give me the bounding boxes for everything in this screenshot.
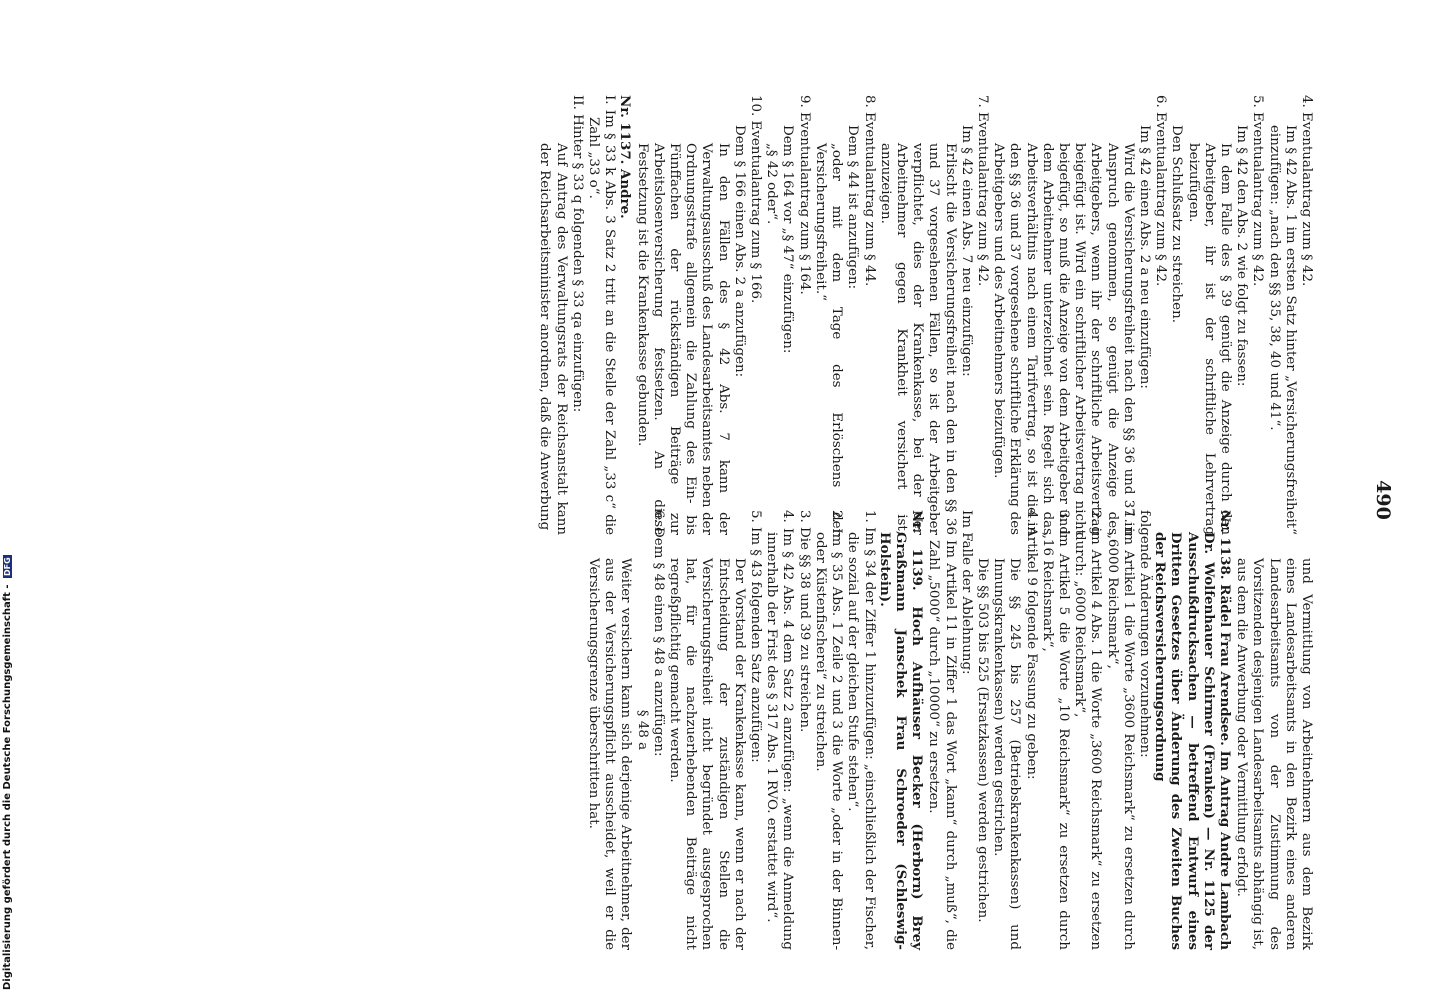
paragraph: folgende Änderungen vorzunehmen:	[1136, 510, 1152, 758]
paragraph: I. Im § 33 k Abs. 3 Satz 2 tritt an die Stelle der Zahl „33 c“ die Zahl „33 o“.	[586, 95, 618, 535]
paragraph: Im Artikel 11 in Ziffer 1 das Wort „kann“ durch „muß“, die Zahl „5000“ durch „10000“ zu ersetzen.	[926, 540, 958, 950]
paragraph: Im § 42 einen Abs. 2 a neu einzufügen:	[1136, 125, 1152, 389]
left-column	[536, 95, 1314, 535]
paragraph: Im Falle der Ablehnung:	[958, 510, 974, 675]
paragraph: 8. Eventualantrag zum § 44.	[861, 95, 877, 287]
paragraph: Im § 42 den Abs. 2 wie folgt zu fassen:	[1234, 125, 1250, 387]
paragraph: 4. Eventualantrag zum § 42.	[1299, 95, 1314, 287]
paragraph: Im § 42 einen Abs. 7 neu einzufügen:	[958, 125, 974, 377]
paragraph: Die §§ 503 bis 525 (Ersatzkassen) werden gestrichen.	[974, 558, 990, 923]
paragraph: In dem Falle des § 39 genügt die Anzeige durch den Arbeitgeber, ihr ist der schriftliche Lehrvertrag beizufügen.	[1185, 143, 1233, 535]
right-column	[585, 510, 1314, 950]
paragraph: „oder mit dem Tage des Erlöschens der Versicherungsfreiheit.“	[812, 143, 845, 535]
credit-text: Digitalisierung gefördert durch die Deutsche Forschungsgemeinschaft -	[2, 584, 13, 990]
paragraph: Dem § 164 vor „§ 47“ einzufügen:	[780, 125, 796, 354]
paragraph: „§ 42 oder“.	[764, 143, 780, 225]
paragraph: 6. Eventualantrag zum § 42.	[1153, 95, 1169, 287]
paragraph: 3. Die §§ 38 und 39 zu streichen.	[796, 510, 812, 733]
paragraph: 10. Eventualantrag zum § 166.	[748, 95, 764, 304]
paragraph: 5. Eventualantrag zum § 42.	[1250, 95, 1266, 287]
paragraph: 6. Dem § 48 einen § 48 a anzufügen:	[650, 510, 666, 757]
paragraph: Den Schlußsatz zu streichen.	[1169, 125, 1185, 323]
page-number: 490	[1372, 480, 1394, 520]
paragraph: 7. Eventualantrag zum § 42.	[974, 95, 990, 287]
paragraph: Weiter versichern kann sich derjenige Arbeitnehmer, der aus der Versicherungspflicht ausscheidet, weil er die Versicherungsgrenze überschritten hat.	[586, 558, 634, 950]
paragraph: 2. im Artikel 4 Abs. 1 die Worte „3600 Reichsmark“ zu ersetzen durch: „6000 Reichsmark“,	[1072, 510, 1104, 950]
paragraph: Nr. 1138. Rädel Frau Arendsee. Im Antrag Andre Lambach Dr. Wolfenhauer Schirmer (Franken) — Nr. 1125 der Ausschußdrucksachen — betreffend Entwurf eines Dritten Gesetzes über Änderung des Zweiten Buches der Reichsversicherungsordnung	[1152, 510, 1233, 950]
paragraph: Dem § 166 einen Abs. 2 a anzufügen:	[731, 125, 747, 378]
paragraph: Im § 42 Abs. 1 im ersten Satz hinter „Versicherungsfreiheit“ einzufügen: „nach den §§ 35, 38, 40 und 41“.	[1266, 125, 1298, 535]
paragraph: 1. Im § 34 der Ziffer 1 hinzuzufügen: „einschließlich der Fischer, die sozial auf der gleichen Stufe stehen“.	[845, 510, 877, 950]
digitization-credit	[0, 0, 14, 1000]
paragraph: und Vermittlung von Arbeitnehmern aus dem Bezirk eines Landesarbeitsamts in den Bezirk eines anderen Landesarbeitsamts von der Zustimmung des Vorsitzenden desjenigen Landesarbeitsamts abhängig ist, aus dem die Anwerbung oder Vermittlung erfolgt.	[1234, 558, 1314, 950]
paragraph: II. Hinter § 33 q folgenden § 33 qa einzufügen:	[569, 95, 585, 413]
paragraph: Auf Antrag des Verwaltungsrats der Reichsanstalt kann der Reichsarbeitsminister anordnen, daß die Anwerbung	[537, 143, 569, 535]
paragraph: 2. Im § 35 Abs. 1 Zeile 2 und 3 die Worte „oder in der Binnen- oder Küstenfischerei“ zu streichen.	[812, 510, 845, 950]
paragraph: § 48 a	[634, 709, 650, 751]
paragraph: 1. im Artikel 1 die Worte „3600 Reichsmark“ zu ersetzen durch „6000 Reichsmark“,	[1104, 510, 1136, 950]
paragraph: Die §§ 245 bis 257 (Betriebskrankenkassen) und Innungskrankenkassen) werden gestrichen.	[991, 558, 1023, 950]
paragraph: Nr. 1139. Hoch Aufhäuser Becker (Herborn) Brey Graßmann Janschek Frau Schroeder (Schleswig-Holstein).	[876, 510, 926, 950]
paragraph: Der Vorstand der Krankenkasse kann, wenn er nach der Entscheidung der zuständigen Stellen die Versicherungsfreiheit nicht begründet ausgesprochen hat, für die nachzuerhebenden Beiträge nicht regreßpflichtig gemacht werden.	[667, 558, 747, 950]
paragraph: In den Fällen des § 42 Abs. 7 kann der Verwaltungsausschuß des Landesarbeitsamtes neben der Ordnungsstrafe allgemein die Zahlung des Ein- bis Fünffachen der rückständigen Beiträge zur Arbeitslosenversicherung festsetzen. An diese Festsetzung ist die Krankenkasse gebunden.	[634, 143, 731, 535]
paragraph: Dem § 44 ist anzufügen:	[845, 125, 861, 290]
paragraph: 5. Im § 43 folgenden Satz anzufügen:	[748, 510, 764, 763]
paragraph: 4. Artikel 9 folgende Fassung zu geben:	[1023, 510, 1039, 780]
paragraph: 4. Im § 42 Abs. 4 dem Satz 2 anzufügen: „wenn die Anmeldung innerhalb der Frist des § 317 Abs. 1 RVO. erstattet wird“.	[764, 510, 796, 950]
paragraph: 3. im Artikel 5 die Worte „10 Reichsmark“ zu ersetzen durch „16 Reichsmark“,	[1039, 510, 1071, 950]
paragraph: Wird die Versicherungsfreiheit nach den §§ 36 und 37 in Anspruch genommen, so genügt die Anzeige des Arbeitgebers, wenn ihr der schriftliche Arbeitsvertrag beigefügt ist. Wird ein schriftlicher Arbeitsvertrag nicht beigefügt, so muß die Anzeige von dem Arbeitgeber und dem Arbeitnehmer unterzeichnet sein. Regelt sich das Arbeitsverhältnis nach einem Tarifvertrag, so ist die in den §§ 36 und 37 vorgesehene schriftliche Erklärung des Arbeitgebers und des Arbeitnehmers beizufügen.	[991, 143, 1136, 535]
paragraph: Erlischt die Versicherungsfreiheit nach den in den §§ 36 und 37 vorgesehenen Fällen, so ist der Arbeitgeber verpflichtet, dies der Krankenkasse, bei der der Arbeitnehmer gegen Krankheit versichert ist, anzuzeigen.	[877, 143, 958, 535]
dfg-logo: DFG	[3, 557, 12, 576]
paragraph: Nr. 1137. Andre.	[617, 95, 634, 219]
paragraph: 9. Eventualantrag zum § 164.	[796, 95, 812, 295]
